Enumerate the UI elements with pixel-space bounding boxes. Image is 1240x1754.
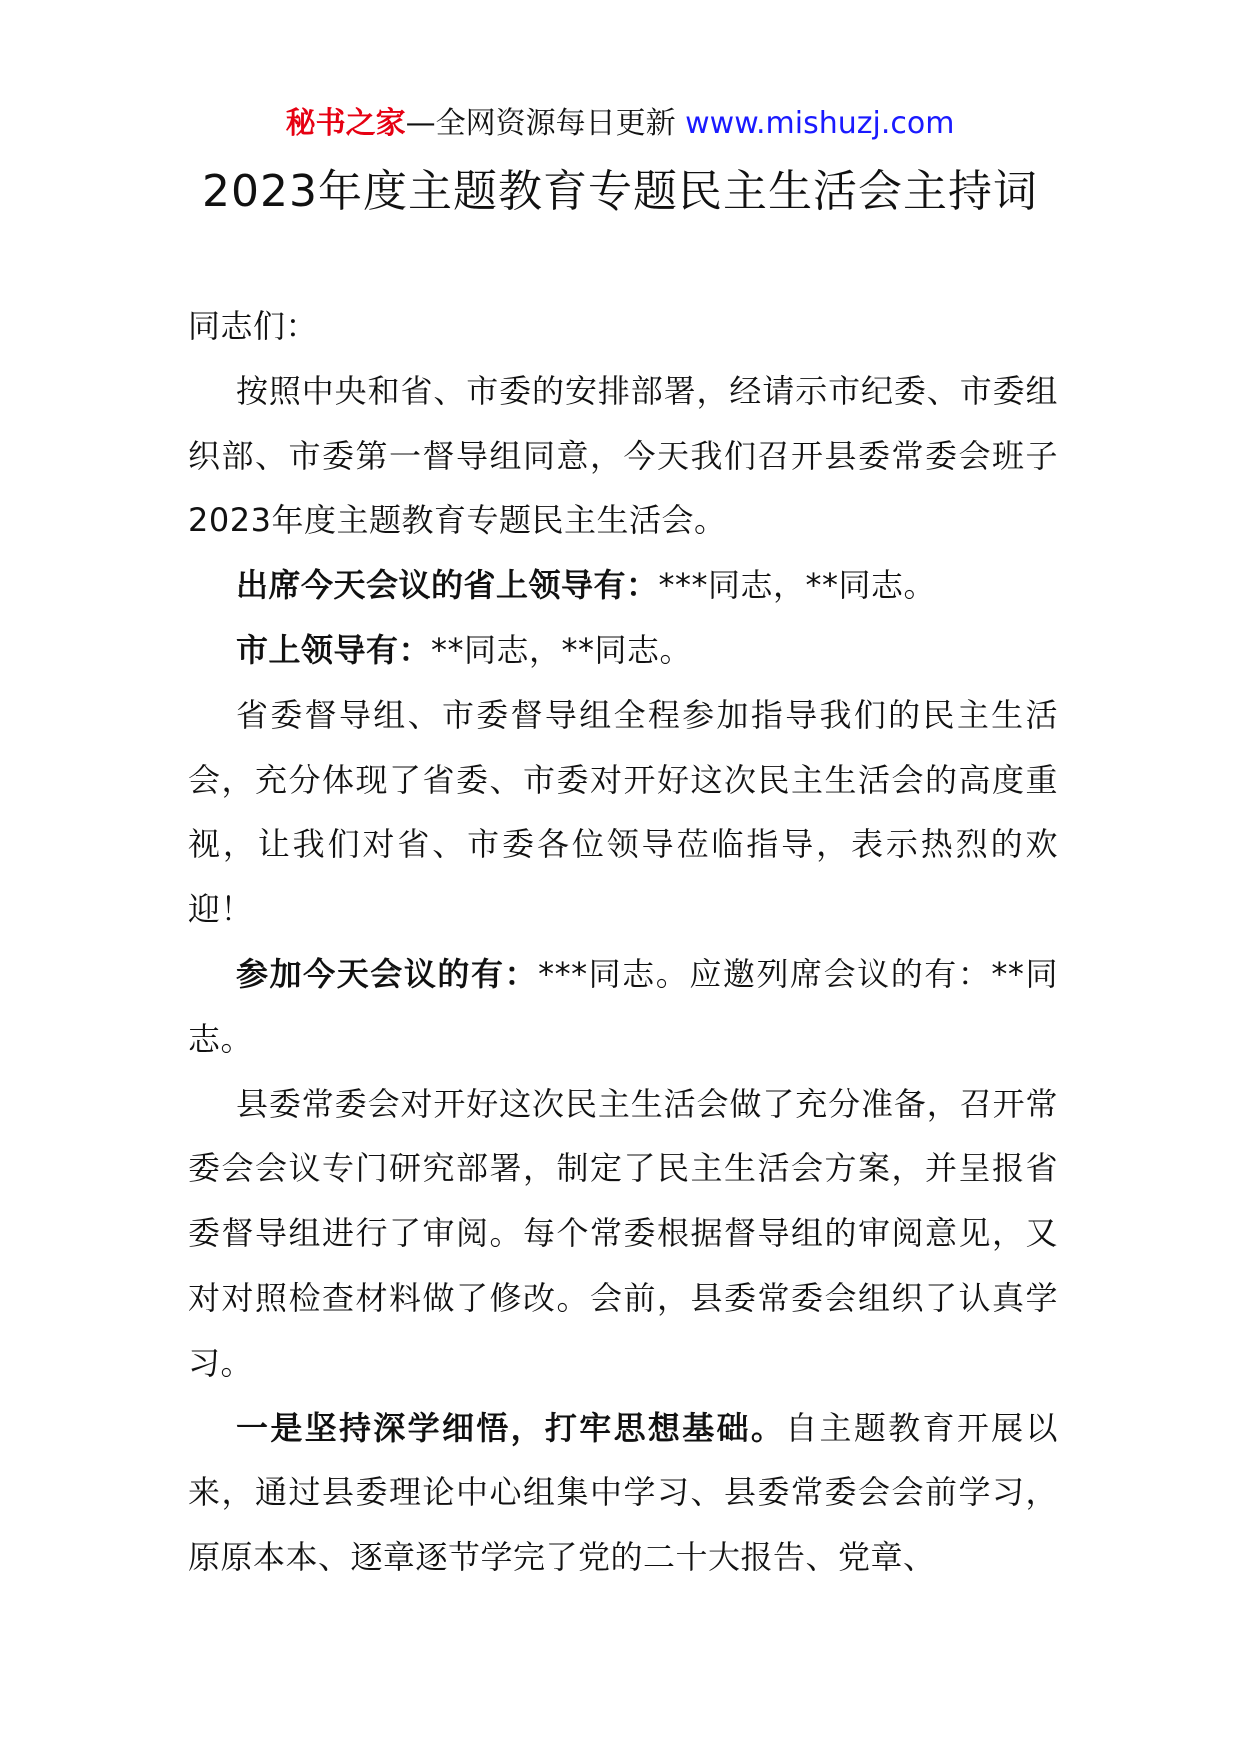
paragraph-lead: 一是坚持深学细悟，打牢思想基础。 [236, 1408, 786, 1447]
paragraph [188, 553, 1058, 618]
document-title: 2023年度主题教育专题民主生活会主持词 [202, 166, 1038, 217]
paragraph-lead: 出席今天会议的省上领导有： [236, 566, 659, 605]
paragraph [188, 618, 1058, 683]
paragraph-lead: 市上领导有： [236, 630, 432, 669]
paragraph [188, 942, 1058, 1072]
paragraph-text: 自主题教育开展以来，通过县委理论中心组集中学习、县委常委会会前学习，原原本本、逐章逐节学完了党的二十大报告、党章、 [188, 1408, 1058, 1577]
paragraph [188, 683, 1058, 942]
salutation: 同志们： [188, 307, 319, 345]
paragraph [188, 1396, 1058, 1590]
paragraph-text: ***同志。应邀列席会议的有：**同志。 [188, 954, 1058, 1058]
site-brand: 秘书之家 [285, 106, 406, 141]
paragraph-lead: 参加今天会议的有： [236, 954, 539, 993]
paragraph-text: ***同志，**同志。 [658, 566, 937, 605]
paragraph [188, 359, 1058, 553]
paragraph [188, 1072, 1058, 1396]
document-body [188, 294, 1058, 1590]
paragraph-text: 省委督导组、市委督导组全程参加指导我们的民主生活会，充分体现了省委、市委对开好这次民主生活会的高度重视，让我们对省、市委各位领导莅临指导，表示热烈的欢迎！ [188, 695, 1058, 929]
paragraph-text: 县委常委会对开好这次民主生活会做了充分准备，召开常委会会议专门研究部署，制定了民主生活会方案，并呈报省委督导组进行了审阅。每个常委根据督导组的审阅意见，又对对照检查材料做了修改。会前，县委常委会组织了认真学习。 [188, 1084, 1058, 1382]
site-url-link[interactable]: www.mishuzj.com [685, 106, 955, 141]
site-header [0, 100, 1240, 148]
paragraph-text: 按照中央和省、市委的安排部署，经请示市纪委、市委组织部、市委第一督导组同意，今天我们召开县委常委会班子2023年度主题教育专题民主生活会。 [188, 371, 1058, 540]
site-tagline: —全网资源每日更新 [405, 106, 686, 141]
paragraph-text: **同志，**同志。 [431, 630, 693, 669]
